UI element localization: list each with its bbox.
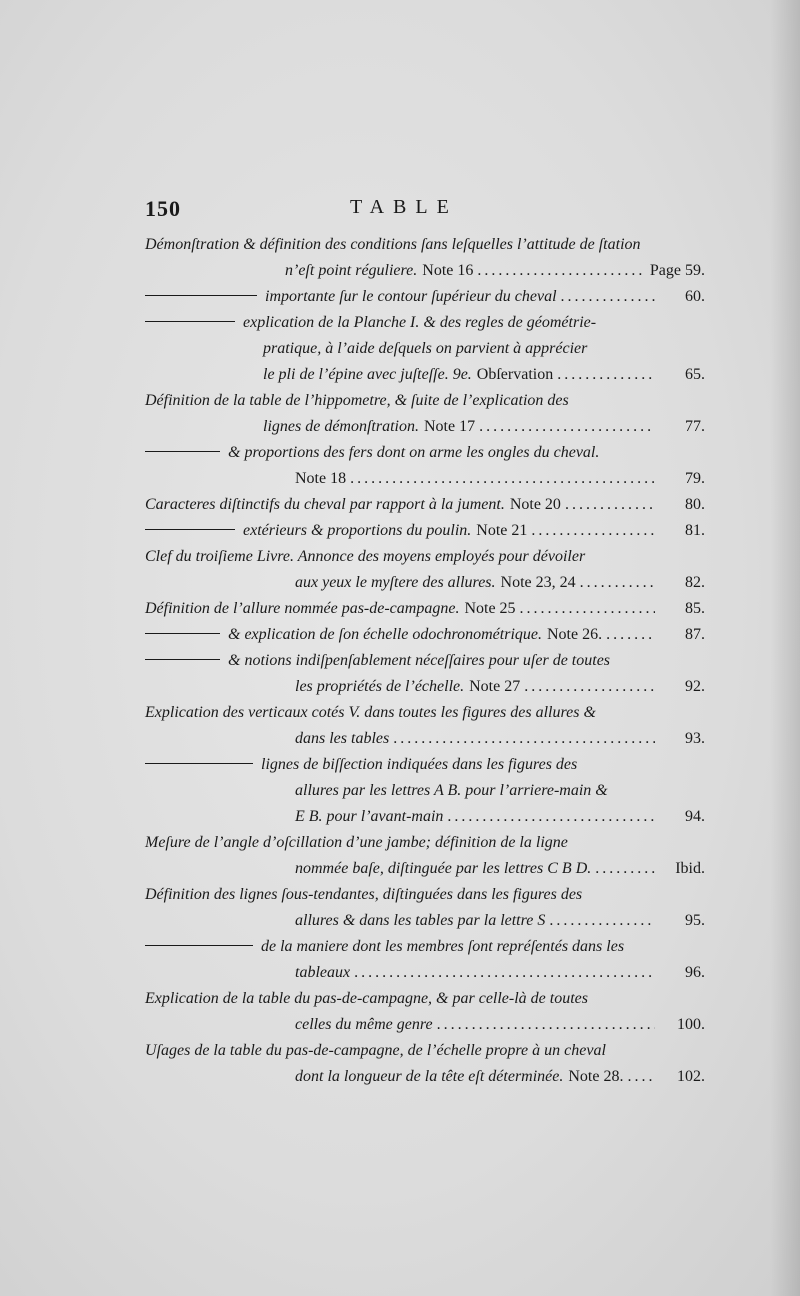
leader-dots bbox=[606, 622, 655, 648]
page-reference: 81. bbox=[685, 522, 705, 539]
toc-note-label: Note 25 bbox=[464, 600, 516, 617]
page-reference: 96. bbox=[685, 964, 705, 981]
toc-entry-text: allures & dans les tables par la lettre S bbox=[295, 912, 546, 929]
toc-entry-text: explication de la Planche I. & des regles de géométrie- bbox=[243, 314, 597, 331]
toc-line bbox=[145, 1038, 705, 1064]
leader-dots bbox=[549, 908, 655, 934]
toc-entry-text: Clef du troiſieme Livre. Annonce des moyens employés pour dévoiler bbox=[145, 548, 586, 565]
toc-entry-text: Définition de la table de l’hippometre, & ſuite de l’explication des bbox=[145, 392, 569, 409]
ditto-rule bbox=[145, 763, 253, 764]
page-reference: Page 59. bbox=[649, 262, 705, 279]
page-reference: 102. bbox=[677, 1068, 705, 1085]
leader-dots bbox=[393, 726, 655, 752]
toc-line bbox=[145, 232, 705, 258]
ditto-rule bbox=[145, 321, 235, 322]
toc-line bbox=[145, 1064, 705, 1090]
toc-entry-text: le pli de l’épine avec juſteſſe. 9e. bbox=[263, 366, 472, 383]
page-reference: 85. bbox=[685, 600, 705, 617]
toc-note-label: Note 26. bbox=[546, 626, 603, 643]
toc-line bbox=[145, 284, 705, 310]
toc-entry-text: Meſure de l’angle d’oſcillation d’une jambe; définition de la ligne bbox=[145, 834, 568, 851]
toc-line bbox=[145, 804, 705, 830]
toc-entry-text: lignes de démonſtration. bbox=[263, 418, 419, 435]
toc-entry-text: dans les tables bbox=[295, 730, 390, 747]
page-reference: 94. bbox=[685, 808, 705, 825]
leader-dots bbox=[354, 960, 655, 986]
toc-line bbox=[145, 908, 705, 934]
toc-line bbox=[145, 362, 705, 388]
toc-note-label: Note 28. bbox=[568, 1068, 624, 1085]
toc-line bbox=[145, 986, 705, 1012]
toc-entry-text: les propriétés de l’échelle. bbox=[295, 678, 465, 695]
toc-entry-text: Explication des verticaux cotés V. dans toutes les figures des allures & bbox=[145, 704, 596, 721]
toc-entry-text: Explication de la table du pas-de-campagne, & par celle-là de toutes bbox=[145, 990, 588, 1007]
table-of-contents bbox=[145, 232, 705, 1090]
toc-entry-text: extérieurs & proportions du poulin. bbox=[243, 522, 472, 539]
page-header bbox=[145, 196, 705, 222]
leader-dots bbox=[477, 258, 644, 284]
toc-line bbox=[145, 518, 705, 544]
page-number: 150 bbox=[145, 196, 181, 221]
toc-entry-text: Définition de l’allure nommée pas-de-campagne. bbox=[145, 600, 460, 617]
page-reference: 79. bbox=[685, 470, 705, 487]
toc-entry-text: de la maniere dont les membres ſont repréſentés dans les bbox=[261, 938, 625, 955]
toc-entry-text: E B. pour l’avant-main bbox=[295, 808, 444, 825]
toc-entry-text: & proportions des fers dont on arme les ongles du cheval. bbox=[228, 444, 600, 461]
toc-line bbox=[145, 492, 705, 518]
toc-entry-text: aux yeux le myſtere des allures. bbox=[295, 574, 496, 591]
leader-dots bbox=[580, 570, 655, 596]
toc-line bbox=[145, 544, 705, 570]
toc-note-label: Note 20 bbox=[509, 496, 561, 513]
toc-line bbox=[145, 726, 705, 752]
toc-entry-text: n’eſt point réguliere. bbox=[285, 262, 418, 279]
leader-dots bbox=[447, 804, 655, 830]
toc-line bbox=[145, 856, 705, 882]
toc-entry-text: & explication de ſon échelle odochronométrique. bbox=[228, 626, 542, 643]
page-reference: 80. bbox=[685, 496, 705, 513]
page-reference: 93. bbox=[685, 730, 705, 747]
toc-line bbox=[145, 570, 705, 596]
ditto-rule bbox=[145, 945, 253, 946]
leader-dots bbox=[520, 596, 655, 622]
toc-line bbox=[145, 336, 705, 362]
page-reference: Ibid. bbox=[675, 860, 705, 877]
page-reference: 77. bbox=[685, 418, 705, 435]
toc-entry-text: importante ſur le contour ſupérieur du cheval bbox=[265, 288, 557, 305]
toc-entry-text: lignes de biſſection indiquées dans les figures des bbox=[261, 756, 578, 773]
page-reference: 65. bbox=[685, 366, 705, 383]
toc-line bbox=[145, 622, 705, 648]
toc-entry-text: Uſages de la table du pas-de-campagne, de l’échelle propre à un cheval bbox=[145, 1042, 606, 1059]
toc-entry-text: dont la longueur de la tête eſt déterminée. bbox=[295, 1068, 564, 1085]
toc-entry-text: celles du même genre bbox=[295, 1016, 433, 1033]
toc-entry-text: allures par les lettres A B. pour l’arriere-main & bbox=[295, 782, 608, 799]
ditto-rule bbox=[145, 529, 235, 530]
page-reference: 100. bbox=[677, 1016, 705, 1033]
toc-note-label: Note 23, 24 bbox=[500, 574, 576, 591]
toc-line bbox=[145, 934, 705, 960]
toc-note-label: Obſervation bbox=[476, 366, 554, 383]
toc-line bbox=[145, 1012, 705, 1038]
toc-line bbox=[145, 700, 705, 726]
toc-entry-text: pratique, à l’aide deſquels on parvient à apprécier bbox=[263, 340, 588, 357]
toc-note-label: Note 16 bbox=[422, 262, 474, 279]
page-edge-shadow bbox=[770, 0, 800, 1296]
toc-line bbox=[145, 414, 705, 440]
ditto-rule bbox=[145, 659, 220, 660]
ditto-rule bbox=[145, 295, 257, 296]
page-reference: 92. bbox=[685, 678, 705, 695]
toc-entry-text: nommée baſe, diſtinguée par les lettres C B D. bbox=[295, 860, 592, 877]
leader-dots bbox=[557, 362, 655, 388]
toc-line bbox=[145, 648, 705, 674]
leader-dots bbox=[561, 284, 655, 310]
page-title: TABLE bbox=[350, 196, 458, 218]
toc-note-label: Note 18 bbox=[295, 470, 347, 487]
toc-line bbox=[145, 882, 705, 908]
toc-entry-text: Caracteres diſtinctifs du cheval par rapport à la jument. bbox=[145, 496, 505, 513]
toc-entry-text: Démonſtration & définition des conditions ſans leſquelles l’attitude de ſtation bbox=[145, 236, 641, 253]
toc-line bbox=[145, 310, 705, 336]
toc-line bbox=[145, 596, 705, 622]
ditto-rule bbox=[145, 633, 220, 634]
leader-dots bbox=[595, 856, 655, 882]
leader-dots bbox=[565, 492, 655, 518]
page-reference: 60. bbox=[685, 288, 705, 305]
page-reference: 82. bbox=[685, 574, 705, 591]
toc-note-label: Note 17 bbox=[423, 418, 476, 435]
toc-entry-text: & notions indiſpenſablement néceſſaires pour uſer de toutes bbox=[228, 652, 611, 669]
toc-note-label: Note 21 bbox=[476, 522, 528, 539]
toc-entry-text: tableaux bbox=[295, 964, 351, 981]
toc-line bbox=[145, 674, 705, 700]
page-reference: 95. bbox=[685, 912, 705, 929]
toc-line bbox=[145, 830, 705, 856]
toc-line bbox=[145, 466, 705, 492]
toc-entry-text: Définition des lignes ſous-tendantes, diſtinguées dans les figures des bbox=[145, 886, 583, 903]
toc-line bbox=[145, 778, 705, 804]
toc-line bbox=[145, 960, 705, 986]
page-reference: 87. bbox=[685, 626, 705, 643]
toc-line bbox=[145, 752, 705, 778]
toc-line bbox=[145, 388, 705, 414]
leader-dots bbox=[350, 466, 655, 492]
ditto-rule bbox=[145, 451, 220, 452]
leader-dots bbox=[531, 518, 655, 544]
toc-line bbox=[145, 258, 705, 284]
leader-dots bbox=[524, 674, 655, 700]
leader-dots bbox=[479, 414, 655, 440]
leader-dots bbox=[437, 1012, 655, 1038]
toc-note-label: Note 27 bbox=[469, 678, 521, 695]
leader-dots bbox=[627, 1064, 655, 1090]
toc-line bbox=[145, 440, 705, 466]
